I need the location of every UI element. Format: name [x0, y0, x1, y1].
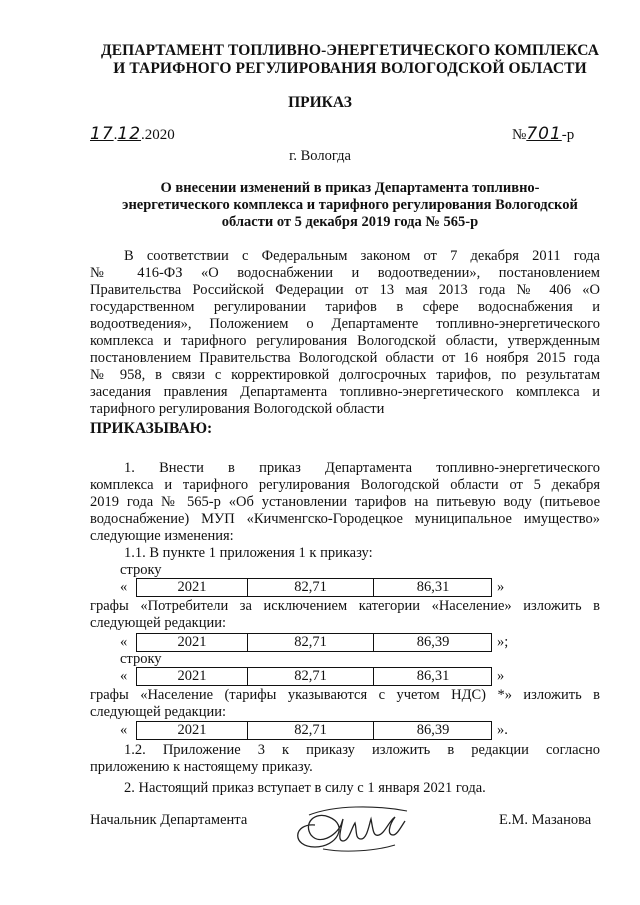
item-1-line: следующие изменения:	[90, 528, 234, 544]
cell-value-1: 82,71	[248, 722, 374, 739]
preamble-line: № 958, в связи с корректировкой долгосрочных тарифов, по результатам	[90, 367, 600, 383]
number-value: 701	[526, 124, 562, 144]
subject-line: области от 5 декабря 2019 года № 565-р	[221, 214, 479, 230]
cell-year: 2021	[137, 579, 248, 596]
cell-value-1: 82,71	[248, 668, 374, 685]
quote-open: «	[120, 722, 128, 738]
item-1-line: 2019 года № 565-р «Об установлении тарифов на питьевую воду (питьевое	[90, 494, 600, 510]
item-1-2	[90, 742, 600, 776]
header-line-2: И ТАРИФНОГО РЕГУЛИРОВАНИЯ ВОЛОГОДСКОЙ ОБЛАСТИ	[113, 60, 587, 77]
date-month: 12	[117, 124, 142, 144]
tariff-cells	[136, 633, 492, 652]
preamble	[90, 248, 600, 418]
cell-value-2: 86,31	[416, 579, 450, 595]
cell-value-1: 82,71	[248, 634, 374, 651]
cell-value-2: 86,31	[416, 668, 450, 684]
date-year: .2020	[141, 127, 175, 143]
decree-word: ПРИКАЗЫВАЮ:	[90, 420, 213, 437]
number-prefix: №	[512, 127, 527, 143]
cell-year: 2021	[137, 722, 248, 739]
city: г. Вологда	[289, 148, 351, 164]
word-row: строку	[120, 651, 162, 667]
order-title: ПРИКАЗ	[288, 94, 352, 111]
quote-close: »	[497, 579, 505, 595]
quote-close: »;	[497, 634, 509, 650]
quote-open: «	[120, 668, 128, 684]
item-1-2-line: 1.2. Приложение 3 к приказу изложить в редакции согласно	[124, 742, 600, 758]
order-number	[512, 126, 574, 144]
tariff-cells	[136, 667, 492, 686]
preamble-line: постановлением Правительства Вологодской области от 16 ноября 2015 года	[90, 350, 600, 366]
order-date: 17.12.2020	[90, 124, 175, 144]
cell-value-1: 82,71	[248, 579, 374, 596]
quote-close: ».	[497, 722, 508, 738]
graph-text-2: графы «Население (тарифы указываются с учетом НДС) *» изложить в	[90, 687, 600, 703]
preamble-line: № 416-ФЗ «О водоснабжении и водоотведении», постановлением	[90, 265, 600, 281]
order-subject	[60, 180, 640, 231]
cell-year: 2021	[137, 634, 248, 651]
quote-close: »	[497, 668, 505, 684]
preamble-line: В соответствии с Федеральным законом от 7 декабря 2011 года	[124, 248, 600, 264]
subject-line: О внесении изменений в приказ Департамента топливно-	[160, 180, 540, 196]
cell-year: 2021	[137, 668, 248, 685]
next-edition-2: следующей редакции:	[90, 704, 227, 720]
preamble-line: государственном регулировании тарифов в сфере водоснабжения и	[90, 299, 600, 315]
tariff-cells	[136, 721, 492, 740]
cell-value-2: 86,39	[416, 634, 450, 650]
item-1-line: комплекса и тарифного регулирования Вологодской области от 5 декабря	[90, 477, 600, 493]
preamble-line: водоотведения», Положением о Департаменте топливно-энергетического	[90, 316, 600, 332]
department-header	[60, 42, 640, 78]
preamble-line: Правительства Российской Федерации от 13 мая 2013 года № 406 «О	[90, 282, 600, 298]
item-1-1: 1.1. В пункте 1 приложения 1 к приказу:	[124, 545, 373, 561]
item-1-line: 1. Внести в приказ Департамента топливно-энергетического	[124, 460, 600, 476]
word-row: строку	[120, 562, 162, 578]
preamble-line: заседания правления Департамента топливно-энергетического комплекса и	[90, 384, 600, 400]
number-suffix: -р	[561, 127, 575, 143]
signature-name: Е.М. Мазанова	[499, 812, 592, 828]
header-line-1: ДЕПАРТАМЕНТ ТОПЛИВНО-ЭНЕРГЕТИЧЕСКОГО КОМПЛЕКСА	[100, 42, 600, 59]
quote-open: «	[120, 634, 128, 650]
graph-text-1: графы «Потребители за исключением категории «Население» изложить в	[90, 598, 600, 614]
item-1-line: водоснабжение) МУП «Кичменгско-Городецкое муниципальное имущество»	[90, 511, 600, 527]
item-1	[90, 460, 600, 545]
preamble-line: комплекса и тарифного регулирования Вологодской области, утвержденным	[90, 333, 600, 349]
cell-value-2: 86,39	[416, 722, 450, 738]
preamble-line: тарифного регулирования Вологодской области	[90, 401, 385, 417]
quote-open: «	[120, 579, 128, 595]
tariff-cells	[136, 578, 492, 597]
date-day: 17	[90, 124, 114, 144]
handwritten-signature	[285, 795, 415, 855]
subject-line: энергетического комплекса и тарифного регулирования Вологодской	[122, 197, 578, 213]
next-edition-1: следующей редакции:	[90, 615, 227, 631]
item-1-2-line: приложению к настоящему приказу.	[90, 759, 313, 775]
signature-position: Начальник Департамента	[90, 812, 248, 828]
item-2: 2. Настоящий приказ вступает в силу с 1 января 2021 года.	[124, 780, 486, 796]
